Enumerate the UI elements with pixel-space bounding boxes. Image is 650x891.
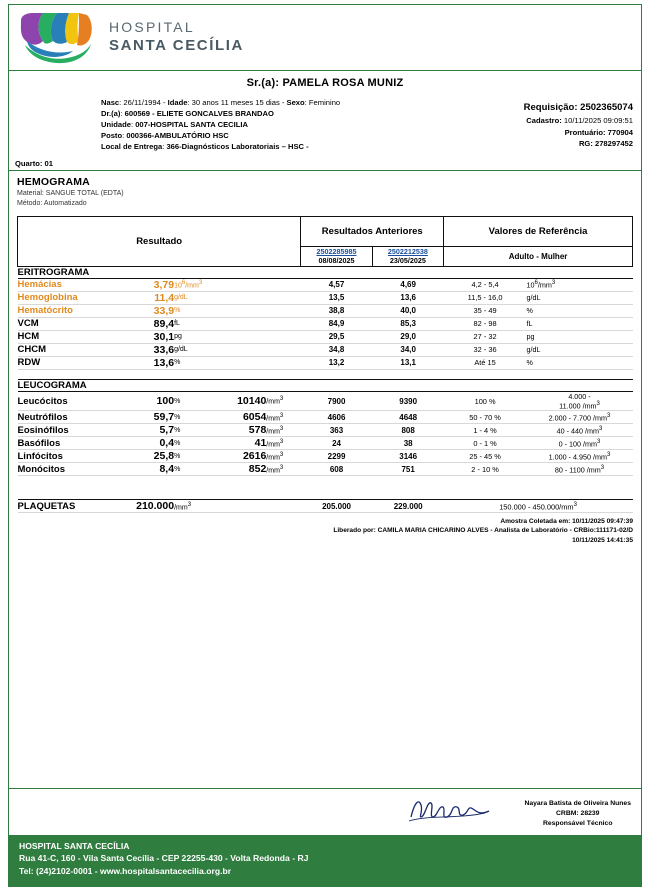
- report-frame: [8, 4, 642, 887]
- row-reference: 82 - 98: [444, 317, 527, 330]
- requisicao-value: 2502365074: [580, 102, 633, 113]
- row-previous-1: 7900: [301, 391, 372, 410]
- signature-name: Nayara Batista de Oliveira Nunes: [524, 800, 631, 807]
- row-value: 3,79: [121, 278, 174, 291]
- collection-timestamp: Amostra Coletada em: 10/11/2025 09:47:39: [500, 518, 633, 526]
- exam-title: HEMOGRAMA: [17, 176, 90, 188]
- quarto-row: [15, 159, 53, 168]
- sexo-value: Feminino: [308, 98, 341, 107]
- row-reference-unit: 0 - 100 $/mm^3$: [527, 437, 633, 450]
- row-absolute-unit: [266, 278, 301, 291]
- unidade-label: Unidade: [101, 120, 131, 129]
- previous-column-2-id[interactable]: 2502212538: [387, 247, 428, 257]
- row-absolute: 578: [206, 424, 266, 437]
- row-reference: 50 - 70 %: [444, 411, 527, 424]
- released-by: Liberado por: CAMILA MARIA CHICARINO ALVES - Analista de Laboratório - CRBio:111171-02/D: [333, 527, 633, 535]
- row-reference-unit: %: [527, 356, 633, 369]
- row-absolute-unit: $/mm^3$: [266, 437, 301, 450]
- exam-method: Método: Automatizado: [17, 200, 87, 208]
- row-name: Hemácias: [18, 278, 122, 291]
- table-row: [18, 343, 633, 356]
- header-reference: Valores de Referência: [444, 216, 633, 246]
- section-title-row: [18, 379, 633, 391]
- signature-area: [9, 788, 641, 834]
- row-previous-1: 38,8: [301, 304, 372, 317]
- row-previous-2: 751: [372, 463, 443, 476]
- row-reference: 4,2 - 5,4: [444, 278, 527, 291]
- row-absolute-unit: [266, 304, 301, 317]
- row-name: Neutrófilos: [18, 411, 122, 424]
- header-result: Resultado: [18, 216, 301, 266]
- row-unit: %: [174, 391, 206, 410]
- row-absolute-unit: [266, 500, 301, 513]
- table-row: [18, 411, 633, 424]
- row-absolute: [206, 343, 266, 356]
- patient-name-prefix: Sr.(a):: [246, 77, 280, 89]
- row-unit: %: [174, 304, 206, 317]
- row-name: Basófilos: [18, 437, 122, 450]
- table-header-row: [18, 216, 633, 246]
- row-reference: 1 - 4 %: [444, 424, 527, 437]
- patient-birth-row: Nasc: 26/11/1994 - Idade: 30 anos 11 meses 15 dias - Sexo: Feminino: [101, 98, 341, 107]
- row-name: Hemoglobina: [18, 291, 122, 304]
- prontuario-label: Prontuário:: [564, 127, 606, 137]
- header-previous: Resultados Anteriores: [301, 216, 444, 246]
- exam-header: [9, 171, 641, 212]
- row-previous-1: 4,57: [301, 278, 372, 291]
- row-value: 89,4: [121, 317, 174, 330]
- prontuario-row: [524, 127, 633, 138]
- row-value: 5,7: [121, 424, 174, 437]
- row-reference-unit: 1.000 - 4.950 $/mm^3$: [527, 450, 633, 463]
- requisicao-row: [524, 101, 633, 115]
- local-value: 366-Diagnósticos Laboratoriais – HSC -: [166, 142, 309, 151]
- unidade-value: 007-HOSPITAL SANTA CECILIA: [135, 120, 248, 129]
- signature-crbm: CRBM: 28239: [556, 810, 600, 818]
- previous-column-1-date: 08/08/2025: [318, 256, 355, 266]
- table-row: [18, 450, 633, 463]
- row-reference: 100 %: [444, 391, 527, 410]
- row-value: 30,1: [121, 330, 174, 343]
- hospital-name-line2: SANTA CECÍLIA: [109, 37, 244, 54]
- row-previous-2: 85,3: [372, 317, 443, 330]
- patient-doctor-row: Dr.(a): 600569 - ELIETE GONCALVES BRANDAO: [101, 109, 274, 118]
- table-row: [18, 317, 633, 330]
- cadastro-row: [524, 115, 633, 126]
- patient-delivery-row: Local de Entrega: 366-Diagnósticos Laboratoriais – HSC -: [101, 142, 309, 151]
- section-title-eritrograma: ERITROGRAMA: [18, 266, 633, 278]
- row-reference: 0 - 1 %: [444, 437, 527, 450]
- table-row: [18, 391, 633, 410]
- row-absolute-unit: [266, 356, 301, 369]
- row-absolute: 852: [206, 463, 266, 476]
- signature-text: [524, 799, 631, 830]
- section-title-leucograma: LEUCOGRAMA: [18, 379, 633, 391]
- row-absolute-unit: $/mm^3$: [266, 411, 301, 424]
- row-name: HCM: [18, 330, 122, 343]
- released-timestamp: 10/11/2025 14:41:35: [572, 536, 633, 544]
- row-unit: $10^6/mm^3$: [174, 278, 206, 291]
- row-previous-1: 34,8: [301, 343, 372, 356]
- row-absolute-unit: [266, 291, 301, 304]
- report-footnotes: [9, 513, 641, 545]
- posto-value: 000366-AMBULATÓRIO HSC: [126, 131, 229, 140]
- row-value: 11,4: [121, 291, 174, 304]
- section-title-row: [18, 266, 633, 278]
- row-absolute-unit: $/mm^3$: [266, 450, 301, 463]
- row-value: 0,4: [121, 437, 174, 450]
- hospital-logo-icon: [17, 11, 99, 65]
- row-absolute: [206, 304, 266, 317]
- row-absolute: [206, 330, 266, 343]
- row-unit: %: [174, 437, 206, 450]
- row-name: PLAQUETAS: [18, 500, 122, 513]
- row-absolute-unit: [266, 330, 301, 343]
- row-absolute-unit: $/mm^3$: [266, 391, 301, 410]
- row-previous-2: 34,0: [372, 343, 443, 356]
- previous-column-1-id[interactable]: 2502285985: [316, 247, 357, 257]
- row-reference-unit: 2.000 - 7.700 $/mm^3$: [527, 411, 633, 424]
- table-row: [18, 291, 633, 304]
- row-reference-unit: fL: [527, 317, 633, 330]
- row-reference: 27 - 32: [444, 330, 527, 343]
- nasc-label: Nasc: [101, 98, 120, 107]
- row-value: 33,6: [121, 343, 174, 356]
- exam-material: Material: SANGUE TOTAL (EDTA): [17, 190, 124, 197]
- posto-label: Posto: [101, 131, 123, 140]
- row-previous-2: 4,69: [372, 278, 443, 291]
- row-unit: %: [174, 463, 206, 476]
- row-unit: g/dL: [174, 343, 206, 356]
- previous-column-2-date: 23/05/2025: [389, 256, 426, 266]
- row-unit: $/mm^3$: [174, 500, 206, 513]
- requisicao-label: Requisição:: [523, 102, 578, 113]
- patient-name-value: PAMELA ROSA MUNIZ: [282, 77, 404, 89]
- signature-role: Responsável Técnico: [542, 820, 613, 828]
- row-name: Linfócitos: [18, 450, 122, 463]
- row-reference: 11,5 - 16,0: [444, 291, 527, 304]
- hospital-name: [109, 19, 244, 54]
- row-previous-2: 40,0: [372, 304, 443, 317]
- previous-column-2[interactable]: [372, 246, 443, 266]
- row-value: 13,6: [121, 356, 174, 369]
- dra-label: Dr.(a): [101, 109, 121, 118]
- patient-post-row: Posto: 000366-AMBULATÓRIO HSC: [101, 131, 229, 140]
- table-row: [18, 437, 633, 450]
- row-name: CHCM: [18, 343, 122, 356]
- row-absolute: 2616: [206, 450, 266, 463]
- row-reference: 32 - 36: [444, 343, 527, 356]
- row-absolute: [206, 356, 266, 369]
- row-absolute: [206, 317, 266, 330]
- patient-details-left: [101, 97, 340, 152]
- row-reference: 2 - 10 %: [444, 463, 527, 476]
- row-previous-2: 13,6: [372, 291, 443, 304]
- row-previous-1: 363: [301, 424, 372, 437]
- row-previous-1: 24: [301, 437, 372, 450]
- patient-details-right: [524, 101, 633, 149]
- patient-unit-row: Unidade: 007-HOSPITAL SANTA CECILIA: [101, 120, 248, 129]
- row-absolute-unit: $/mm^3$: [266, 424, 301, 437]
- dra-value: 600569 - ELIETE GONCALVES BRANDAO: [124, 109, 274, 118]
- patient-block: [9, 71, 641, 171]
- row-unit: %: [174, 356, 206, 369]
- row-value: 25,8: [121, 450, 174, 463]
- row-reference-unit: %: [527, 304, 633, 317]
- row-reference-unit: $10^6/mm^3$: [527, 278, 633, 291]
- row-absolute-unit: [266, 317, 301, 330]
- hospital-name-line1: HOSPITAL: [109, 19, 195, 35]
- page-footer: [9, 835, 641, 886]
- row-reference-unit: g/dL: [527, 343, 633, 356]
- nasc-value: 26/11/1994: [123, 98, 161, 107]
- row-value: 33,9: [121, 304, 174, 317]
- row-previous-1: 2299: [301, 450, 372, 463]
- row-absolute: [206, 278, 266, 291]
- row-previous-2: 4648: [372, 411, 443, 424]
- table-row-platelets: [18, 500, 633, 513]
- rg-row: [524, 138, 633, 149]
- row-value: 100: [121, 391, 174, 410]
- row-absolute-unit: $/mm^3$: [266, 463, 301, 476]
- row-reference-unit: 80 - 1100 $/mm^3$: [527, 463, 633, 476]
- previous-column-1[interactable]: [301, 246, 372, 266]
- row-reference: Até 15: [444, 356, 527, 369]
- row-reference-unit: 40 - 440 $/mm^3$: [527, 424, 633, 437]
- row-previous-1: 84,9: [301, 317, 372, 330]
- cadastro-label: Cadastro:: [526, 116, 562, 126]
- row-name: Eosinófilos: [18, 424, 122, 437]
- results-table: [17, 216, 633, 513]
- row-previous-1: 13,2: [301, 356, 372, 369]
- prontuario-value: 770904: [607, 127, 633, 137]
- row-reference-unit: pg: [527, 330, 633, 343]
- row-absolute: 6054: [206, 411, 266, 424]
- row-previous-2: 38: [372, 437, 443, 450]
- row-name: Monócitos: [18, 463, 122, 476]
- patient-name: [9, 71, 641, 94]
- row-previous-2: 9390: [372, 391, 443, 410]
- row-reference: $150.000 - 450.000/mm^3$: [444, 500, 633, 513]
- table-row: [18, 330, 633, 343]
- row-previous-2: 808: [372, 424, 443, 437]
- row-unit: %: [174, 450, 206, 463]
- row-absolute: 41: [206, 437, 266, 450]
- table-row: [18, 463, 633, 476]
- row-previous-1: 13,5: [301, 291, 372, 304]
- row-name: VCM: [18, 317, 122, 330]
- row-unit: %: [174, 424, 206, 437]
- row-absolute: [206, 291, 266, 304]
- idade-label: Idade: [167, 98, 188, 107]
- spacer-row: [18, 476, 633, 500]
- footer-contact: Tel: (24)2102-0001 - www.hospitalsantacecilia.org.br: [19, 865, 232, 876]
- table-row: [18, 304, 633, 317]
- row-unit: g/dL: [174, 291, 206, 304]
- table-row: [18, 424, 633, 437]
- row-absolute: 10140: [206, 391, 266, 410]
- row-name: RDW: [18, 356, 122, 369]
- rg-value: 278297452: [594, 139, 633, 149]
- table-row: [18, 356, 633, 369]
- row-absolute-unit: [266, 343, 301, 356]
- row-name: Leucócitos: [18, 391, 122, 410]
- table-row: [18, 278, 633, 291]
- row-reference-unit: 4.000 - 11.000 $/mm^3$: [527, 391, 633, 410]
- row-absolute: [206, 500, 266, 513]
- row-unit: fL: [174, 317, 206, 330]
- quarto-label: Quarto:: [15, 159, 43, 168]
- report-header: [9, 5, 641, 71]
- row-unit: %: [174, 411, 206, 424]
- sexo-label: Sexo: [286, 98, 305, 107]
- row-previous-1: 608: [301, 463, 372, 476]
- row-previous-1: 205.000: [301, 500, 372, 513]
- row-previous-2: 29,0: [372, 330, 443, 343]
- row-value: 210.000: [121, 500, 174, 513]
- row-unit: pg: [174, 330, 206, 343]
- footer-address: Rua 41-C, 160 - Vila Santa Cecília - CEP 22255-430 - Volta Redonda - RJ: [19, 853, 309, 864]
- row-previous-1: 4606: [301, 411, 372, 424]
- reference-subheader: Adulto - Mulher: [444, 246, 633, 266]
- row-previous-2: 3146: [372, 450, 443, 463]
- row-reference-unit: g/dL: [527, 291, 633, 304]
- row-reference: 25 - 45 %: [444, 450, 527, 463]
- row-previous-2: 13,1: [372, 356, 443, 369]
- spacer-row: [18, 369, 633, 379]
- rg-label: RG:: [578, 139, 593, 149]
- signature-icon: [407, 795, 493, 823]
- row-previous-1: 29,5: [301, 330, 372, 343]
- local-label: Local de Entrega: [101, 142, 163, 151]
- cadastro-value: 10/11/2025 09:09:51: [563, 116, 633, 126]
- row-value: 8,4: [121, 463, 174, 476]
- quarto-value: 01: [44, 159, 53, 168]
- row-reference: 35 - 49: [444, 304, 527, 317]
- row-value: 59,7: [121, 411, 174, 424]
- footer-hospital-name: HOSPITAL SANTA CECÍLIA: [19, 841, 130, 851]
- idade-value: 30 anos 11 meses 15 dias: [191, 98, 280, 107]
- row-previous-2: 229.000: [372, 500, 443, 513]
- row-name: Hematócrito: [18, 304, 122, 317]
